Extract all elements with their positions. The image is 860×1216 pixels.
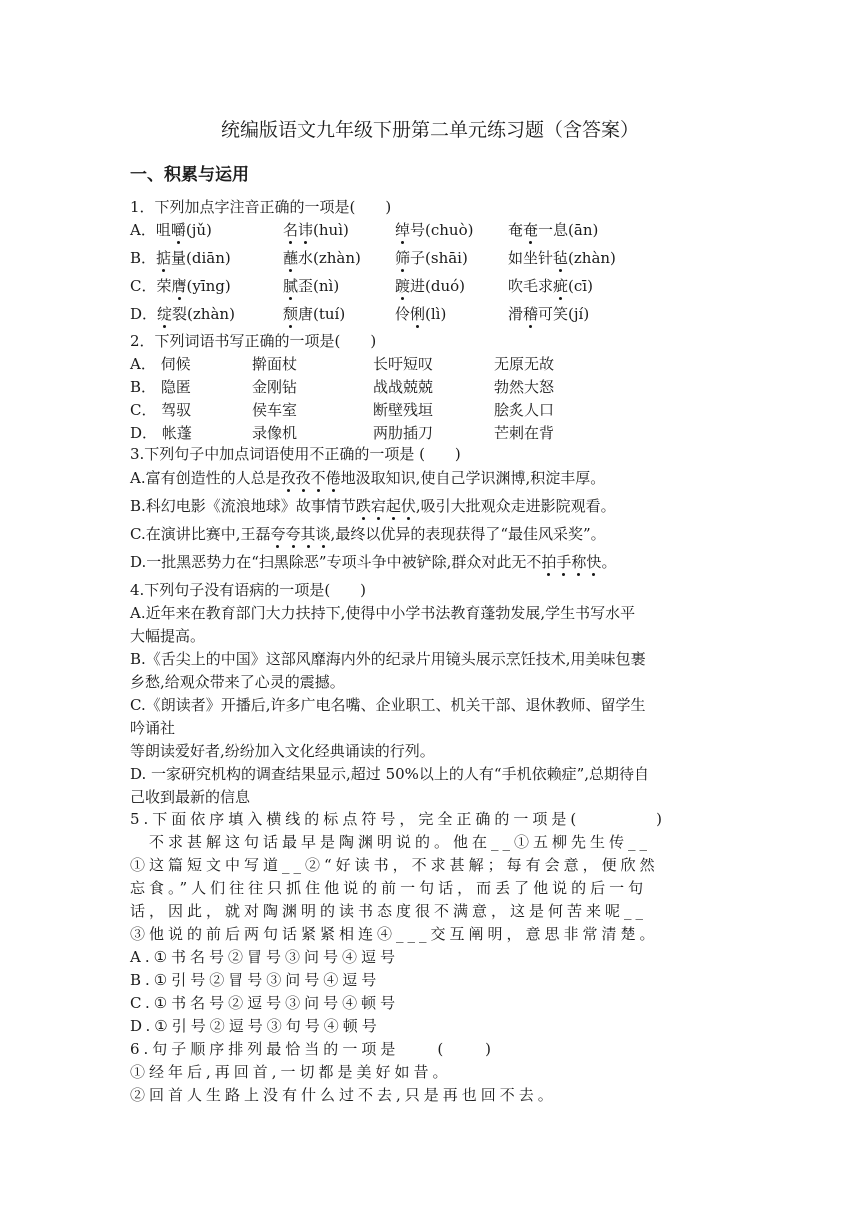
option-text: 伶 <box>395 305 411 323</box>
emphasized-char: 蘸 <box>283 249 299 267</box>
question-5-option: D.①引号②逗号③句号④顿号 <box>130 1017 381 1035</box>
emphasized-char: 奄 <box>523 221 539 239</box>
question-2-option-item <box>373 422 433 443</box>
question-6-item: ②回首人生路上没有什么过不去,只是再也回不去。 <box>130 1086 557 1104</box>
emphasized-char: 稽 <box>523 305 539 323</box>
option-word: 驾驭 <box>161 401 192 419</box>
emphasized-char: 疵 <box>553 277 569 295</box>
question-2-option-item <box>252 399 297 420</box>
option-word: 断壁残垣 <box>373 401 434 419</box>
option-word: 两肋插刀 <box>373 424 434 442</box>
option-label: B． <box>130 249 157 267</box>
question-1-option-item <box>130 275 231 296</box>
question-3-option-b: B.科幻电影《流浪地球》故事情节跌宕起伏,吸引大批观众走进影院观看。 <box>130 497 616 515</box>
question-4-line: 乡愁,给观众带来了心灵的震撼。 <box>130 673 345 691</box>
question-1-option-item <box>130 219 212 240</box>
question-2-option-item <box>252 376 297 397</box>
emphasized-char: 毡 <box>553 249 569 267</box>
option-text: 荣 <box>156 277 172 295</box>
question-4-line: A.近年来在教育部门大力扶持下,使得中小学书法教育蓬勃发展,学生书写水平 <box>130 604 636 622</box>
question-4-line: 等朗读爱好者,纷纷加入文化经典诵读的行列。 <box>130 742 435 760</box>
option-word: 帐蓬 <box>161 424 192 442</box>
question-5-option: C.①书名号②逗号③问号④顿号 <box>130 994 400 1012</box>
option-word: 战战兢兢 <box>373 378 434 396</box>
question-4-line: D. 一家研究机构的调查结果显示,超过 50%以上的人有“手机依赖症”,总期待自 <box>130 765 650 783</box>
question-6-stem: 6.句子顺序排列最恰当的一项是 ( ) <box>130 1040 496 1058</box>
question-1-option-item <box>130 247 231 268</box>
option-label: D． <box>130 424 158 442</box>
question-1-option-item <box>508 219 598 240</box>
emphasized-char: 掂 <box>156 249 172 267</box>
question-2-option-item <box>494 376 554 397</box>
option-text: 一息(ān) <box>538 221 599 239</box>
question-1-option-item <box>283 219 349 240</box>
option-text: 水(zhàn) <box>298 249 361 267</box>
question-1-option-item <box>283 247 361 268</box>
question-2-option-item <box>494 422 554 443</box>
question-2-option-item <box>130 353 191 374</box>
option-word: 长吁短叹 <box>373 355 434 373</box>
question-6-item: ①经年后,再回首,一切都是美好如昔。 <box>130 1063 452 1081</box>
emphasized-char: 颓 <box>283 305 299 323</box>
question-3-option-a: A.富有创造性的人总是孜孜不倦地汲取知识,使自己学识渊博,积淀丰厚。 <box>130 469 606 487</box>
question-2-option-item <box>130 422 192 443</box>
emphasized-char: 俐 <box>410 305 426 323</box>
question-5-passage-line: ①这篇短文中写道__②“好读书，不求甚解；每有会意，便欣然 <box>130 856 659 874</box>
question-3-option-d: D.一批黑恶势力在“扫黑除恶”专项斗争中被铲除,群众对此无不拍手称快。 <box>130 553 617 571</box>
question-5-passage-line: 忘食。”人们往往只抓住他说的前一句话，而丢了他说的后一句 <box>130 879 648 897</box>
question-3-stem: 3.下列句子中加点词语使用不正确的一项是 ( ) <box>130 445 461 463</box>
question-4-line: 吟诵社 <box>130 719 176 737</box>
option-text: 进(duó) <box>410 277 466 295</box>
question-1-option-item <box>395 275 465 296</box>
question-2-option-item <box>494 399 554 420</box>
option-label: A． <box>130 221 156 239</box>
emphasized-char: 绰 <box>395 221 411 239</box>
question-4-line: 大幅提高。 <box>130 627 206 645</box>
option-word: 脍炙人口 <box>494 401 555 419</box>
question-5-option: B.①引号②冒号③问号④逗号 <box>130 971 381 989</box>
option-text: (zhàn) <box>568 249 616 267</box>
option-text: 歪(nì) <box>298 277 340 295</box>
document-title: 统编版语文九年级下册第二单元练习题（含答案） <box>220 119 639 141</box>
option-word: 芒刺在背 <box>494 424 555 442</box>
question-2-option-item <box>130 376 191 397</box>
question-2-option-item <box>130 399 191 420</box>
option-text: 裂(zhàn) <box>172 305 235 323</box>
option-text: 号(chuò) <box>410 221 474 239</box>
option-label: C． <box>130 277 157 295</box>
question-5-option: A.①书名号②冒号③问号④逗号 <box>130 948 400 966</box>
question-1-option-item <box>130 303 235 324</box>
question-2-option-item <box>373 399 433 420</box>
question-1-option-item <box>508 303 589 324</box>
option-word: 擀面杖 <box>252 355 298 373</box>
option-text: 滑 <box>508 305 524 323</box>
section-heading: 一、积累与运用 <box>130 165 249 185</box>
option-label: A． <box>130 355 156 373</box>
question-5-passage-line: 不求甚解这句话最早是陶渊明说的。他在__①五柳先生传__ <box>130 833 652 851</box>
question-4-line: 己收到最新的信息 <box>130 788 251 806</box>
question-5-passage-line: 话，因此，就对陶渊明的读书态度很不满意，这是何苦来呢__ <box>130 902 648 920</box>
question-1-option-item <box>395 247 468 268</box>
emphasized-char: 嚼 <box>170 221 186 239</box>
option-text: 可笑(jí) <box>538 305 590 323</box>
option-text: 唐(tuí) <box>298 305 346 323</box>
option-text: (huì) <box>313 221 349 239</box>
question-1-option-item <box>508 275 593 296</box>
emphasized-char: 筛 <box>395 249 411 267</box>
emphasized-char: 腻 <box>283 277 299 295</box>
question-2-option-item <box>252 353 297 374</box>
question-5-passage-line: ③他说的前后两句话紧紧相连④___交互阐明，意思非常清楚。 <box>130 925 659 943</box>
option-word: 侯车室 <box>252 401 298 419</box>
emphasized-char: 绽 <box>157 305 173 323</box>
question-1-option-item <box>395 303 446 324</box>
question-1-option-item <box>283 275 339 296</box>
question-1-stem: 1．下列加点字注音正确的一项是( ) <box>130 198 392 216</box>
option-word: 伺候 <box>160 355 191 373</box>
option-label: C． <box>130 401 157 419</box>
option-label: B． <box>130 378 157 396</box>
option-text: (lì) <box>425 305 447 323</box>
question-1-option-item <box>395 219 473 240</box>
option-text: 咀 <box>155 221 171 239</box>
question-3-option-c: C.在演讲比赛中,王磊夸夸其谈,最终以优异的表现获得了“最佳风采奖”。 <box>130 525 606 543</box>
question-2-option-item <box>494 353 554 374</box>
option-word: 录像机 <box>252 424 298 442</box>
question-2-stem: 2．下列词语书写正确的一项是( ) <box>130 332 377 350</box>
question-4-line: B.《舌尖上的中国》这部风靡海内外的纪录片用镜头展示烹饪技术,用美味包裹 <box>130 650 646 668</box>
option-word: 隐匿 <box>160 378 191 396</box>
option-text: 量(diān) <box>171 249 231 267</box>
option-label: D． <box>130 305 158 323</box>
question-1-option-item <box>508 247 616 268</box>
option-text: 吹毛求 <box>508 277 554 295</box>
option-text: 子(shāi) <box>410 249 468 267</box>
question-2-option-item <box>373 376 433 397</box>
question-2-option-item <box>252 422 297 443</box>
question-4-stem: 4.下列句子没有语病的一项是( ) <box>130 581 367 599</box>
question-1-option-item <box>283 303 345 324</box>
option-word: 无原无故 <box>494 355 555 373</box>
question-2-option-item <box>373 353 433 374</box>
option-text: 如坐针 <box>508 249 554 267</box>
option-text: 奄 <box>508 221 524 239</box>
option-text: (jǔ) <box>185 221 212 239</box>
emphasized-char: 膺 <box>171 277 187 295</box>
option-text: (yīng) <box>186 277 231 295</box>
question-5-stem: 5.下面依序填入横线的标点符号，完全正确的一项是( ) <box>130 810 667 828</box>
emphasized-char: 名讳 <box>283 221 314 239</box>
question-4-line: C.《朗读者》开播后,许多广电名嘴、企业职工、机关干部、退休教师、留学生 <box>130 696 646 714</box>
option-text: (cī) <box>568 277 593 295</box>
option-word: 勃然大怒 <box>494 378 555 396</box>
option-word: 金刚钻 <box>252 378 298 396</box>
emphasized-char: 踱 <box>395 277 411 295</box>
